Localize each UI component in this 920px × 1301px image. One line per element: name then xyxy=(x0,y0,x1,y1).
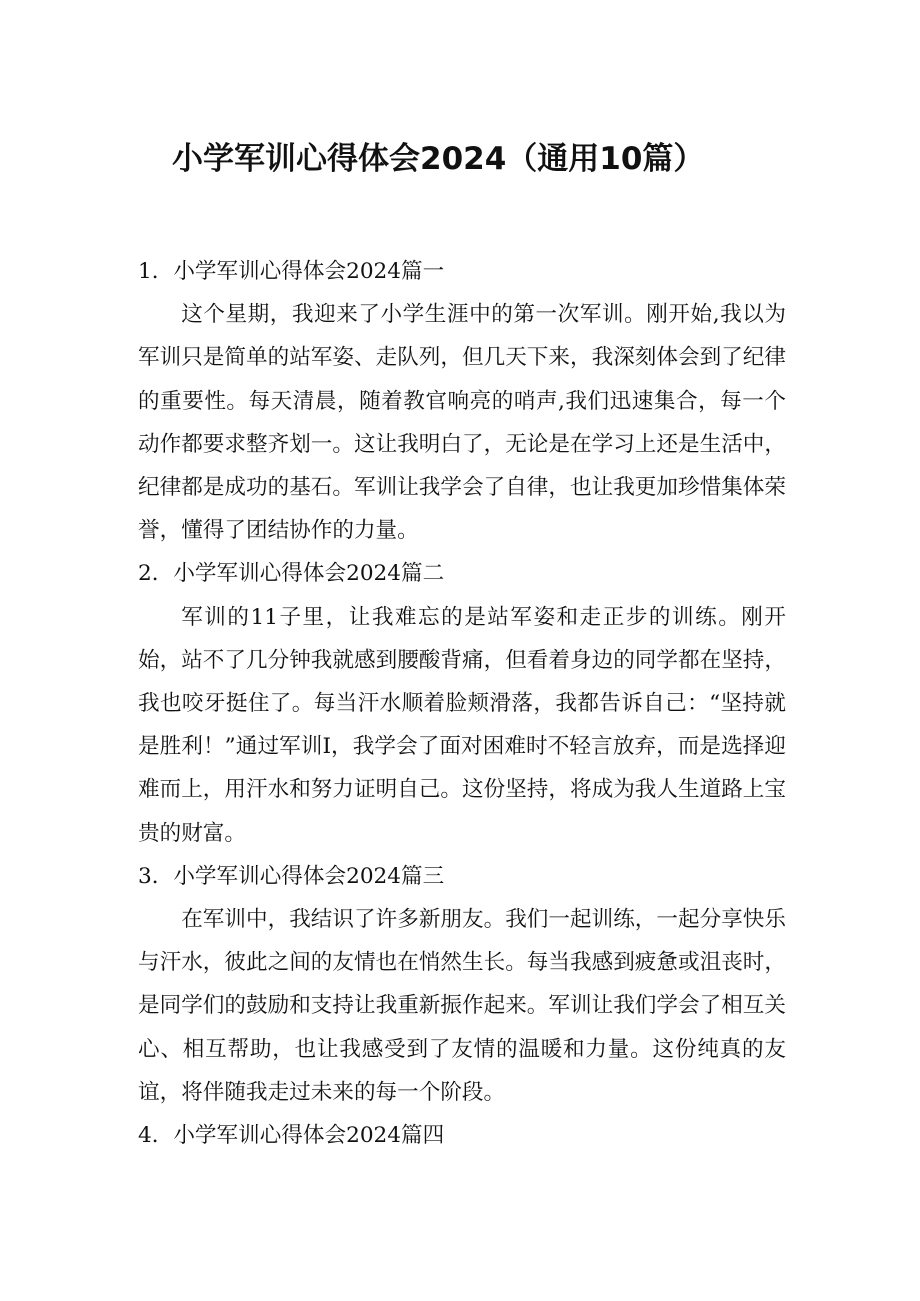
document-body xyxy=(138,250,786,1157)
section-heading-3: 3．小学军训心得体会2024篇三 xyxy=(138,863,445,889)
section-paragraph-3: 在军训中，我结识了许多新朋友。我们一起训练，一起分享快乐与汗水，彼此之间的友情也在悄然生长。每当我感到疲惫或沮丧时，是同学们的鼓励和支持让我重新振作起来。军训让我们学会了相互关心、相互帮助，也让我感受到了友情的温暖和力量。这份纯真的友谊，将伴随我走过未来的每一个阶段。 xyxy=(138,907,786,1105)
section-heading-4: 4．小学军训心得体会2024篇四 xyxy=(138,1123,445,1149)
document-title: 小学军训心得体会2024（通用10篇） xyxy=(172,140,705,177)
section-paragraph-2: 军训的11子里，让我难忘的是站军姿和走正步的训练。刚开始，站不了几分钟我就感到腰酸背痛，但看着身边的同学都在坚持，我也咬牙挺住了。每当汗水顺着脸颊滑落，我都告诉自己：“坚持就是胜利！”通过军训I，我学会了面对困难时不轻言放弃，而是选择迎难而上，用汗水和努力证明自己。这份坚持，将成为我人生道路上宝贵的财富。 xyxy=(138,604,786,846)
section-heading-1: 1．小学军训心得体会2024篇一 xyxy=(138,259,445,284)
section-heading-2: 2．小学军训心得体会2024篇二 xyxy=(138,561,445,587)
section-paragraph-1: 这个星期，我迎来了小学生涯中的第一次军训。刚开始,我以为军训只是简单的站军姿、走队列，但几天下来，我深刻体会到了纪律的重要性。每天清晨，随着教官响亮的哨声,我们迅速集合，每一个动作都要求整齐划一。这让我明白了，无论是在学习上还是生活中，纪律都是成功的基石。军训让我学会了自律，也让我更加珍惜集体荣誉，懂得了团结协作的力量。 xyxy=(138,302,786,544)
